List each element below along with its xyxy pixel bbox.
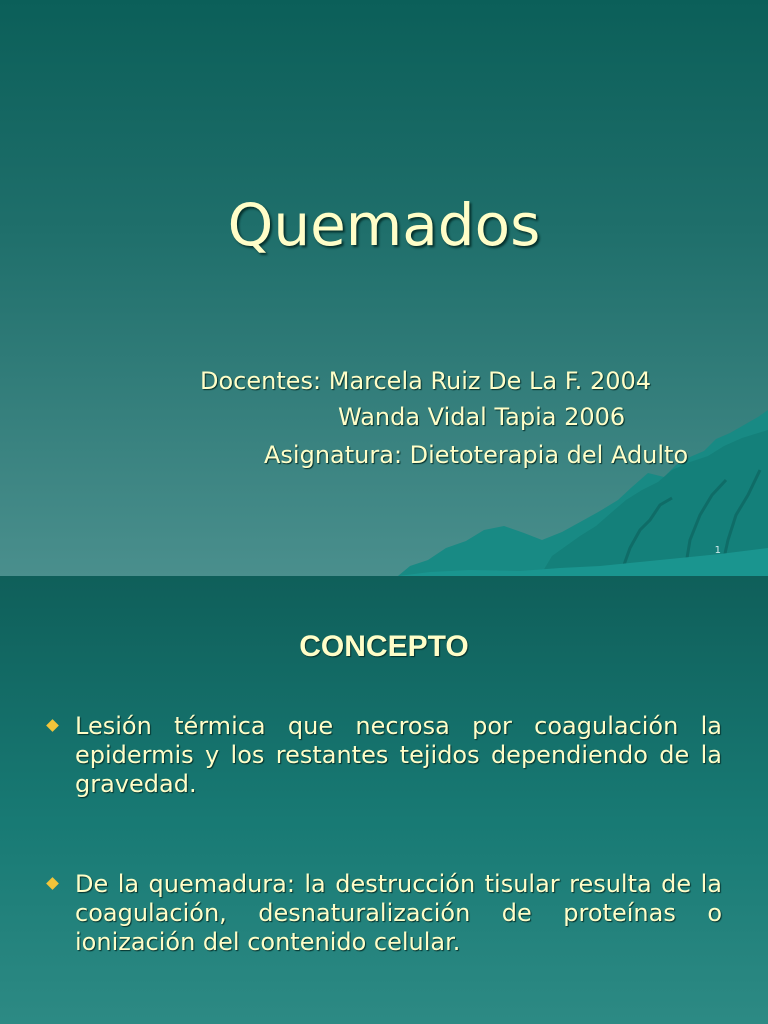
bullet-text: De la quemadura: la destrucción tisular resulta de la coagulación, desnaturalización de proteínas o ionización del contenido celular.	[75, 870, 722, 956]
bullet-item	[46, 712, 722, 799]
bullet-text: Lesión térmica que necrosa por coagulación la epidermis y los restantes tejidos dependiendo de la gravedad.	[75, 712, 722, 798]
slide-title: Quemados	[227, 191, 541, 259]
diamond-bullet-icon	[46, 719, 59, 732]
diamond-bullet-icon	[46, 877, 59, 890]
asignatura-line: Asignatura: Dietoterapia del Adulto	[264, 441, 689, 469]
slide-number: 1	[714, 545, 721, 556]
bullet-item	[46, 870, 722, 957]
docentes-line: Docentes: Marcela Ruiz De La F. 2004	[200, 367, 652, 395]
concept-heading: CONCEPTO	[299, 630, 469, 663]
docente-second-line: Wanda Vidal Tapia 2006	[338, 403, 626, 431]
